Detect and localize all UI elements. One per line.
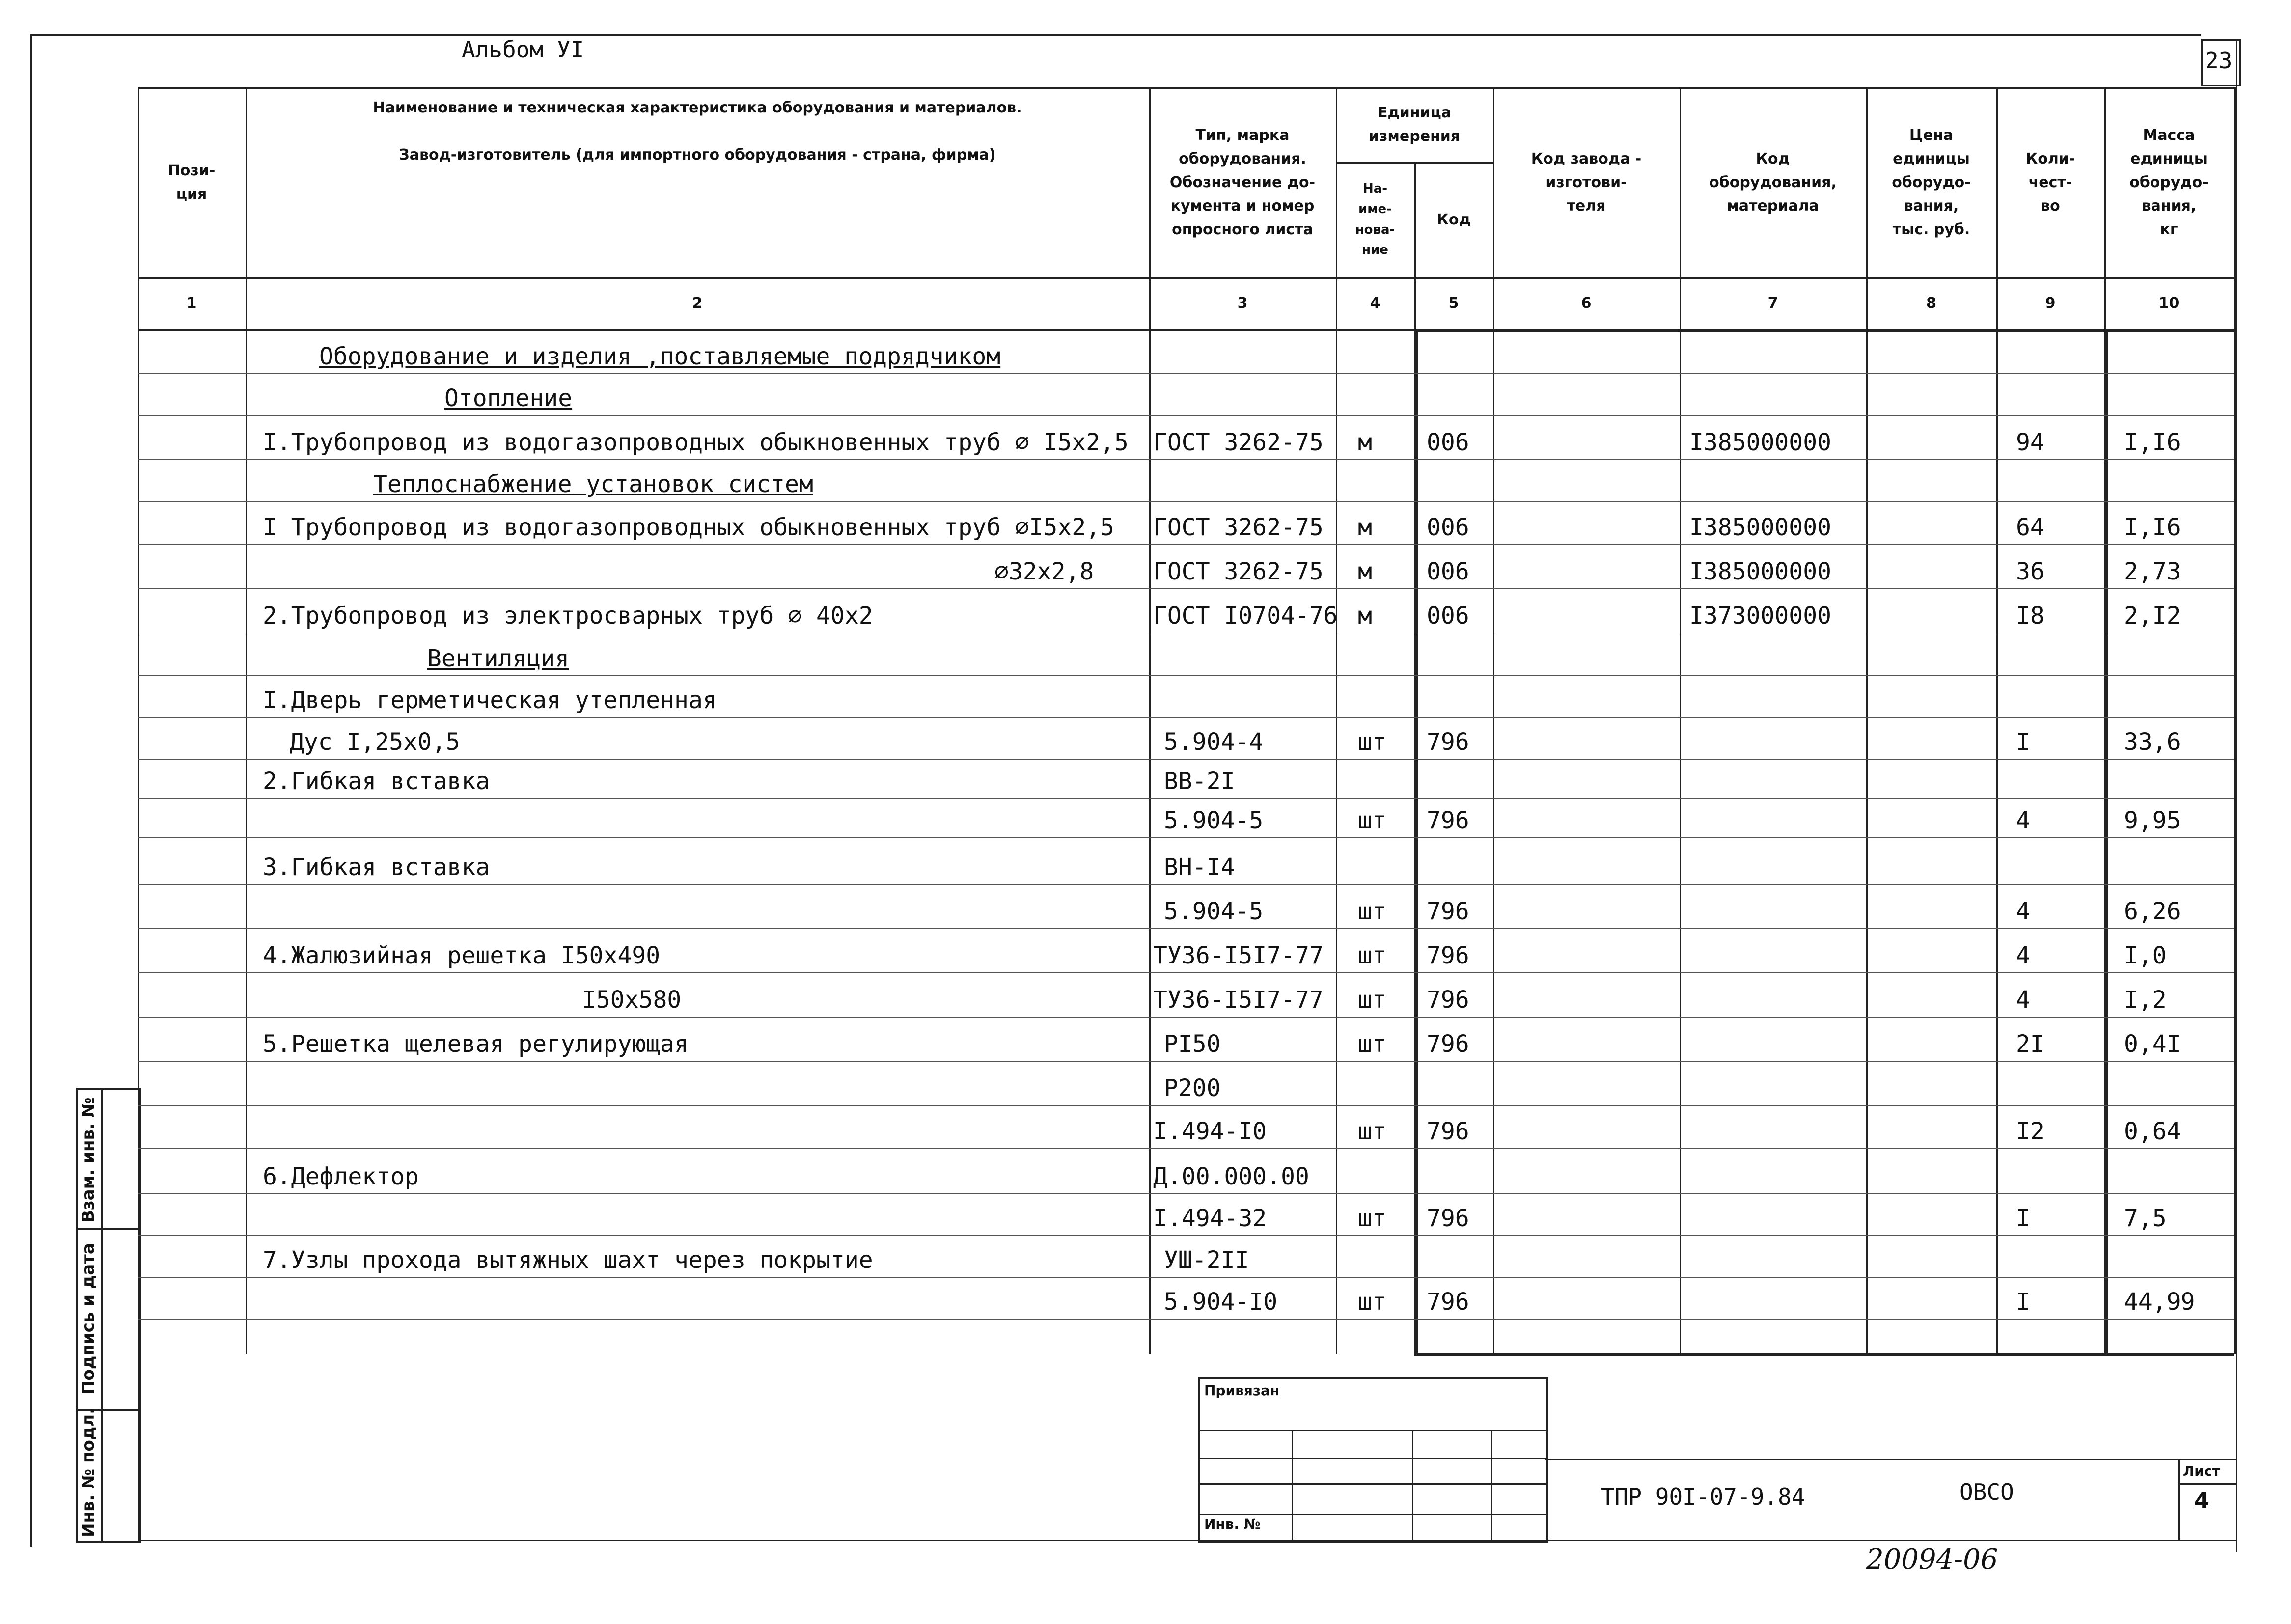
column-number-2: 2 — [692, 295, 703, 312]
row-quantity: 4 — [2016, 942, 2030, 969]
column-number-10: 10 — [2158, 295, 2180, 312]
row-name: 6.Дефлектор — [263, 1163, 419, 1190]
row-divider-18 — [138, 1148, 2234, 1149]
row-mass: 33,6 — [2124, 728, 2181, 756]
row-unit: шт — [1358, 1288, 1386, 1316]
row-unit-code: 796 — [1427, 728, 1469, 756]
column-line-3 — [1336, 87, 1337, 1354]
row-unit: м — [1358, 514, 1372, 541]
body-top-thick — [1414, 329, 2234, 332]
privyazan-label: Привязан — [1204, 1382, 1280, 1399]
row-unit-code: 796 — [1427, 986, 1469, 1014]
row-mass: I,2 — [2124, 986, 2167, 1014]
column-number-5: 5 — [1448, 295, 1459, 312]
row-divider-9 — [138, 759, 2234, 760]
header-unit-code: Код — [1436, 211, 1471, 228]
header-name: Наименование и техническая характеристика оборудования и материалов. Завод-изготовитель (для импортного оборудования - страна, фирма) — [373, 99, 1022, 164]
row-name: Отопление — [444, 385, 573, 412]
row-mass: 0,4I — [2124, 1030, 2181, 1058]
row-type: 5.904-5 — [1164, 807, 1264, 834]
row-quantity: I8 — [2016, 602, 2044, 630]
header-bottom-border — [138, 277, 2234, 279]
header-plant-code: Код завода - изготови- теля — [1531, 150, 1642, 215]
row-unit: шт — [1358, 728, 1386, 756]
document-code: ТПР 90I-07-9.84 — [1601, 1484, 1805, 1510]
row-unit: шт — [1358, 898, 1386, 925]
row-type: I.494-32 — [1153, 1205, 1267, 1232]
row-divider-3 — [138, 501, 2234, 502]
row-unit-code: 796 — [1427, 1205, 1469, 1232]
row-type: I.494-I0 — [1153, 1118, 1267, 1145]
column-line-5 — [1493, 87, 1494, 1354]
row-divider-0 — [138, 373, 2234, 374]
row-quantity: I — [2016, 1288, 2030, 1316]
header-price: Цена единицы оборудо- вания, тыс. руб. — [1892, 126, 1971, 238]
column-line-2 — [1149, 87, 1151, 1354]
side-strip-inner — [101, 1088, 103, 1541]
row-unit: м — [1358, 602, 1372, 630]
row-type: ТУ36-I5I7-77 — [1153, 986, 1324, 1014]
album-label: Альбом УI — [462, 36, 584, 63]
header-equipment-code: Код оборудования, материала — [1709, 150, 1837, 215]
row-divider-11 — [138, 837, 2234, 838]
row-unit-code: 006 — [1427, 558, 1469, 585]
row-name: I50x580 — [582, 986, 682, 1014]
row-unit: шт — [1358, 1118, 1386, 1145]
row-equipment-code: I385000000 — [1689, 514, 1831, 541]
sheet-label: Лист — [2183, 1463, 2220, 1479]
row-divider-1 — [138, 415, 2234, 416]
column-line-4 — [1414, 329, 1418, 1354]
footer-number: 20094-06 — [1866, 1543, 1998, 1575]
row-unit: шт — [1358, 942, 1386, 969]
column-line-6 — [1680, 87, 1681, 1354]
row-divider-7 — [138, 675, 2234, 676]
row-quantity: 4 — [2016, 986, 2030, 1014]
header-position: Пози- ция — [167, 162, 216, 203]
row-name: ∅32x2,8 — [994, 558, 1094, 585]
row-quantity: 94 — [2016, 429, 2044, 456]
sheet-box-divider — [2178, 1483, 2236, 1485]
title-block-top — [1545, 1459, 2236, 1460]
row-unit: м — [1358, 558, 1372, 585]
row-equipment-code: I373000000 — [1689, 602, 1831, 630]
sheet-box-left — [2178, 1459, 2180, 1540]
column-line-10 — [2234, 87, 2236, 1354]
row-type: 5.904-5 — [1164, 898, 1264, 925]
row-unit-code: 796 — [1427, 898, 1469, 925]
row-name: Дус I,25x0,5 — [290, 728, 460, 756]
stamp-line-2 — [1198, 1458, 1546, 1459]
row-quantity: 36 — [2016, 558, 2044, 585]
header-type: Тип, марка оборудования. Обозначение до- кумента и номер опросного листа — [1169, 126, 1316, 238]
row-mass: I,I6 — [2124, 429, 2181, 456]
row-divider-16 — [138, 1061, 2234, 1062]
section-code: ОВСО — [1960, 1479, 2014, 1505]
row-name: I.Дверь герметическая утепленная — [263, 687, 717, 714]
row-name: Оборудование и изделия ,поставляемые подрядчиком — [319, 343, 1001, 370]
row-unit-code: 006 — [1427, 602, 1469, 630]
column-number-8: 8 — [1926, 295, 1936, 312]
column-number-4: 4 — [1370, 295, 1380, 312]
row-divider-12 — [138, 884, 2234, 885]
stamp-line-3 — [1198, 1483, 1546, 1485]
header-mass: Масса единицы оборудо- вания, кг — [2129, 126, 2208, 238]
row-mass: 0,64 — [2124, 1118, 2181, 1145]
column-line-7 — [1866, 87, 1868, 1354]
sheet-number: 4 — [2194, 1488, 2209, 1514]
header-quantity: Коли- чест- во — [2025, 150, 2075, 215]
row-quantity: 4 — [2016, 807, 2030, 834]
row-divider-14 — [138, 972, 2234, 973]
row-type: P200 — [1164, 1074, 1221, 1102]
inv-no-label: Инв. № — [1204, 1516, 1261, 1532]
row-quantity: I2 — [2016, 1118, 2044, 1145]
row-divider-10 — [138, 798, 2234, 799]
row-name: Вентиляция — [427, 645, 569, 672]
column-line-8 — [1996, 87, 1998, 1354]
column-number-6: 6 — [1581, 295, 1592, 312]
header-unit-name: На- име- нова- ние — [1355, 181, 1395, 258]
column-line-0 — [138, 87, 139, 1354]
row-quantity: 64 — [2016, 514, 2044, 541]
row-unit: шт — [1358, 807, 1386, 834]
outer-left-border — [30, 34, 32, 1547]
row-name: 2.Гибкая вставка — [263, 768, 490, 795]
row-unit-code: 796 — [1427, 1288, 1469, 1316]
row-quantity: I — [2016, 1205, 2030, 1232]
row-type: ТУ36-I5I7-77 — [1153, 942, 1324, 969]
row-unit: шт — [1358, 986, 1386, 1014]
row-mass: 6,26 — [2124, 898, 2181, 925]
row-quantity: 2I — [2016, 1030, 2044, 1058]
row-name: I.Трубопровод из водогазопроводных обыкновенных труб ∅ I5x2,5 — [263, 429, 1129, 456]
bottom-left-line — [138, 1353, 139, 1541]
column-number-1: 1 — [186, 295, 197, 312]
row-name: 4.Жалюзийная решетка I50x490 — [263, 942, 661, 969]
row-divider-8 — [138, 717, 2234, 718]
row-mass: 9,95 — [2124, 807, 2181, 834]
row-type: 5.904-I0 — [1164, 1288, 1278, 1316]
row-mass: 2,73 — [2124, 558, 2181, 585]
row-type: ГОСТ 3262-75 — [1153, 429, 1324, 456]
side-label-vzam: Взам. инв. № — [79, 1097, 98, 1223]
stamp-vline-1 — [1292, 1430, 1293, 1540]
row-quantity: 4 — [2016, 898, 2030, 925]
outer-right-border — [2236, 39, 2237, 1552]
side-label-inv: Инв. № подл. — [79, 1407, 98, 1537]
row-divider-5 — [138, 588, 2234, 589]
row-divider-22 — [138, 1319, 2234, 1320]
row-unit-code: 796 — [1427, 942, 1469, 969]
row-mass: 44,99 — [2124, 1288, 2195, 1316]
row-type: ГОСТ 3262-75 — [1153, 514, 1324, 541]
row-name: 2.Трубопровод из электросварных труб ∅ 40x2 — [263, 602, 873, 630]
row-unit: шт — [1358, 1030, 1386, 1058]
row-divider-4 — [138, 544, 2234, 545]
column-number-3: 3 — [1237, 295, 1248, 312]
row-equipment-code: I385000000 — [1689, 558, 1831, 585]
row-divider-15 — [138, 1017, 2234, 1018]
row-type: ГОСТ I0704-76 — [1153, 602, 1338, 630]
row-divider-13 — [138, 928, 2234, 929]
row-divider-2 — [138, 459, 2234, 460]
column-line-1 — [246, 87, 247, 1354]
row-mass: I,0 — [2124, 942, 2167, 969]
side-strip-divider-1 — [76, 1228, 139, 1230]
row-unit-code: 796 — [1427, 1118, 1469, 1145]
outer-top-border — [30, 34, 2201, 36]
row-unit-code: 006 — [1427, 514, 1469, 541]
row-unit: м — [1358, 429, 1372, 456]
row-type: Д.00.000.00 — [1153, 1163, 1309, 1190]
stamp-vline-3 — [1491, 1430, 1492, 1540]
column-number-9: 9 — [2045, 295, 2056, 312]
row-divider-17 — [138, 1105, 2234, 1106]
row-name: 5.Решетка щелевая регулирующая — [263, 1030, 689, 1058]
row-name: I Трубопровод из водогазопроводных обыкновенных труб ∅I5x2,5 — [263, 514, 1114, 541]
row-mass: I,I6 — [2124, 514, 2181, 541]
row-name: Теплоснабжение установок систем — [373, 470, 813, 498]
row-name: 3.Гибкая вставка — [263, 853, 490, 881]
side-label-podpis: Подпись и дата — [79, 1243, 98, 1395]
corner-page-number: 23 — [2205, 47, 2233, 74]
row-divider-20 — [138, 1235, 2234, 1236]
row-type: УШ-2II — [1164, 1246, 1249, 1274]
row-unit-code: 006 — [1427, 429, 1469, 456]
row-quantity: I — [2016, 728, 2030, 756]
row-name: 7.Узлы прохода вытяжных шахт через покрытие — [263, 1246, 873, 1274]
row-unit: шт — [1358, 1205, 1386, 1232]
row-type: PI50 — [1164, 1030, 1221, 1058]
stamp-vline-2 — [1412, 1430, 1413, 1540]
header-unit-group: Единица измерения — [1368, 104, 1461, 145]
bottom-frame-line — [138, 1540, 2236, 1541]
row-unit-code: 796 — [1427, 807, 1469, 834]
stamp-line-4 — [1198, 1514, 1546, 1515]
column-number-7: 7 — [1767, 295, 1778, 312]
row-unit-code: 796 — [1427, 1030, 1469, 1058]
column-line-9 — [2104, 329, 2108, 1354]
row-type: ВВ-2I — [1164, 768, 1235, 795]
row-equipment-code: I385000000 — [1689, 429, 1831, 456]
row-type: ВН-I4 — [1164, 853, 1235, 881]
row-type: ГОСТ 3262-75 — [1153, 558, 1324, 585]
row-divider-21 — [138, 1277, 2234, 1278]
stamp-line-1 — [1198, 1430, 1546, 1431]
row-mass: 2,I2 — [2124, 602, 2181, 630]
table-bottom-thick — [1414, 1353, 2234, 1356]
row-type: 5.904-4 — [1164, 728, 1264, 756]
row-mass: 7,5 — [2124, 1205, 2167, 1232]
row-divider-19 — [138, 1193, 2234, 1194]
